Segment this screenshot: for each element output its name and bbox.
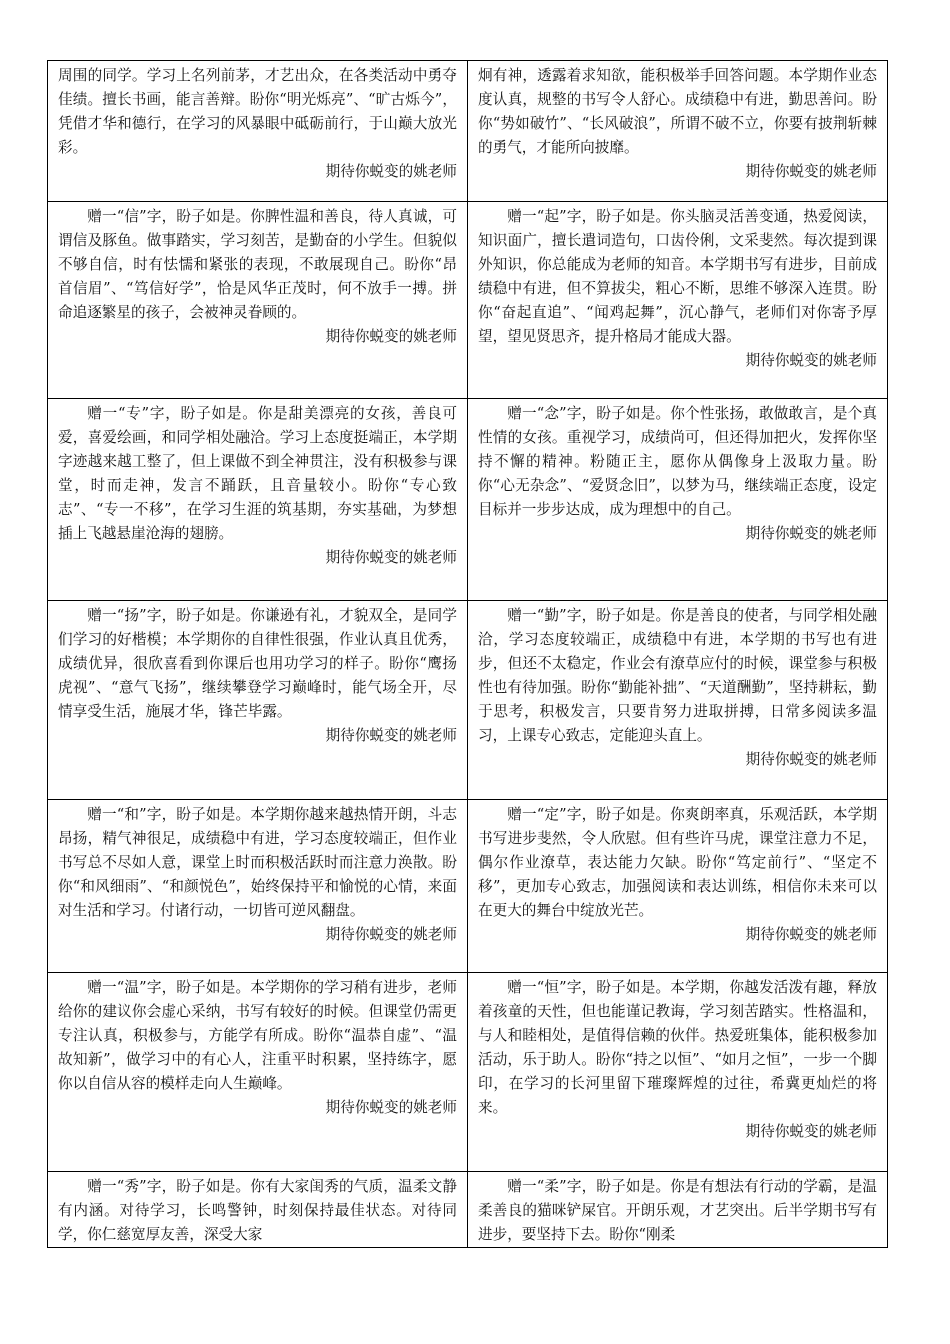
comment-cell [48, 1172, 468, 1248]
teacher-signature: 期待你蜕变的姚老师 [325, 163, 457, 180]
comment-cell [468, 61, 888, 202]
table-row [48, 202, 888, 399]
table-row [48, 601, 888, 800]
teacher-signature: 期待你蜕变的姚老师 [745, 926, 877, 943]
comment-cell [48, 800, 468, 973]
comment-text: 赠一“柔”字，盼子如是。你是有想法有行动的学霸，是温柔善良的猫咪铲屎官。开朗乐观，才艺突出。后半学期书写有进步，要坚持下去。盼你“刚柔 [478, 1178, 877, 1243]
teacher-signature: 期待你蜕变的姚老师 [325, 1099, 457, 1116]
comment-cell [468, 202, 888, 399]
teacher-signature: 期待你蜕变的姚老师 [745, 525, 877, 542]
comment-cell [48, 601, 468, 800]
comment-text: 赠一“和”字，盼子如是。本学期你越来越热情开朗，斗志昂扬，精气神很足，成绩稳中有进，学习态度较端正，但作业书写总不尽如人意，课堂上时而积极活跃时而注意力涣散。盼你“和风细雨”、“和颜悦色”，始终保持平和愉悦的心情，来面对生活和学习。付诸行动，一切皆可逆风翻盘。 [58, 806, 457, 919]
comment-cell [48, 202, 468, 399]
comment-text: 赠一“温”字，盼子如是。本学期你的学习稍有进步，老师给你的建议你会虚心采纳，书写有较好的时候。但课堂仍需更专注认真，积极参与，方能学有所成。盼你“温恭自虚”、“温故知新”，做学习中的有心人，注重平时积累，坚持练字，愿你以自信从容的模样走向人生巅峰。 [58, 979, 457, 1092]
teacher-signature: 期待你蜕变的姚老师 [325, 926, 457, 943]
teacher-signature: 期待你蜕变的姚老师 [745, 1123, 877, 1140]
comment-cell [48, 61, 468, 202]
comment-text: 赠一“起”字，盼子如是。你头脑灵活善变通，热爱阅读，知识面广，擅长遣词造句，口齿伶俐，文采斐然。每次提到课外知识，你总能成为老师的知音。本学期书写有进步，目前成绩稳中有进，但不算拔尖，粗心不断，思维不够深入连贯。盼你“奋起直追”、“闻鸡起舞”，沉心静气，老师们对你寄予厚望，望见贤思齐，提升格局才能成大器。 [478, 208, 877, 345]
comment-text: 赠一“专”字，盼子如是。你是甜美漂亮的女孩，善良可爱，喜爱绘画，和同学相处融洽。学习上态度挺端正，本学期字迹越来越工整了，但上课做不到全神贯注，没有积极参与课堂，时而走神，发言不踊跃，且音量较小。盼你“专心致志”、“专一不移”，在学习生涯的筑基期，夯实基础，为梦想插上飞越悬崖沧海的翅膀。 [58, 405, 457, 542]
teacher-signature: 期待你蜕变的姚老师 [745, 751, 877, 768]
teacher-signature: 期待你蜕变的姚老师 [745, 352, 877, 369]
comment-text: 赠一“恒”字，盼子如是。本学期，你越发活泼有趣，释放着孩童的天性，但也能谨记教诲，学习刻苦踏实。性格温和，与人和睦相处，是值得信赖的伙伴。热爱班集体，能积极参加活动，乐于助人。盼你“持之以恒”、“如月之恒”，一步一个脚印，在学习的长河里留下璀璨辉煌的过往，希冀更灿烂的将来。 [478, 979, 877, 1116]
table-row [48, 800, 888, 973]
table-row [48, 399, 888, 601]
comment-text: 赠一“扬”字，盼子如是。你谦逊有礼，才貌双全，是同学们学习的好楷模；本学期你的自律性很强，作业认真且优秀，成绩优异，很欣喜看到你课后也用功学习的样子。盼你“鹰扬虎视”、“意气飞扬”，继续攀登学习巅峰时，能气场全开，尽情享受生活，施展才华，锋芒毕露。 [58, 607, 457, 720]
comment-cell [48, 973, 468, 1172]
comment-cell [468, 601, 888, 800]
comment-sheet [47, 60, 888, 1248]
comment-cell [468, 399, 888, 601]
table-row [48, 973, 888, 1172]
comment-cell [468, 973, 888, 1172]
comment-text: 炯有神，透露着求知欲，能积极举手回答问题。本学期作业态度认真，规整的书写令人舒心。成绩稳中有进，勤思善问。盼你“势如破竹”、“长风破浪”，所谓不破不立，你要有披荆斩棘的勇气，才能所向披靡。 [478, 67, 877, 156]
comment-text: 赠一“秀”字，盼子如是。你有大家闺秀的气质，温柔文静有内涵。对待学习，长鸣警钟，时刻保持最佳状态。对待同学，你仁慈宽厚友善，深受大家 [58, 1178, 457, 1243]
table-row [48, 61, 888, 202]
comment-cell [48, 399, 468, 601]
comment-text: 周围的同学。学习上名列前茅，才艺出众，在各类活动中勇夺佳绩。擅长书画，能言善辩。盼你“明光烁亮”、“旷古烁今”，凭借才华和德行，在学习的风暴眼中砥砺前行，于山巅大放光彩。 [58, 67, 457, 156]
comment-text: 赠一“勤”字，盼子如是。你是善良的使者，与同学相处融洽，学习态度较端正，成绩稳中有进，本学期的书写也有进步，但还不太稳定，作业会有潦草应付的时候，课堂参与积极性也有待加强。盼你“勤能补拙”、“天道酬勤”，坚持耕耘，勤于思考，积极发言，只要肯努力进取拼搏，日常多阅读多温习，上课专心致志，定能迎头直上。 [478, 607, 877, 744]
teacher-signature: 期待你蜕变的姚老师 [325, 328, 457, 345]
comment-text: 赠一“信”字，盼子如是。你脾性温和善良，待人真诚，可谓信及豚鱼。做事踏实，学习刻苦，是勤奋的小学生。但貌似不够自信，时有怯懦和紧张的表现，不敢展现自己。盼你“昂首信眉”、“笃信好学”，恰是风华正茂时，何不放手一搏。拼命追逐繁星的孩子，会被神灵眷顾的。 [58, 208, 457, 321]
teacher-signature: 期待你蜕变的姚老师 [745, 163, 877, 180]
teacher-signature: 期待你蜕变的姚老师 [325, 549, 457, 566]
comment-cell [468, 1172, 888, 1248]
comments-table [47, 60, 888, 1248]
comment-text: 赠一“定”字，盼子如是。你爽朗率真，乐观活跃，本学期书写进步斐然，令人欣慰。但有些许马虎，课堂注意力不足，偶尔作业潦草，表达能力欠缺。盼你“笃定前行”、“坚定不移”，更加专心致志，加强阅读和表达训练，相信你未来可以在更大的舞台中绽放光芒。 [478, 806, 877, 919]
table-row [48, 1172, 888, 1248]
teacher-signature: 期待你蜕变的姚老师 [325, 727, 457, 744]
comment-cell [468, 800, 888, 973]
comment-text: 赠一“念”字，盼子如是。你个性张扬，敢做敢言，是个真性情的女孩。重视学习，成绩尚可，但还得加把火，发挥你坚持不懈的精神。粉随正主，愿你从偶像身上汲取力量。盼你“心无杂念”、“爱贤念旧”，以梦为马，继续端正态度，设定目标并一步步达成，成为理想中的自己。 [478, 405, 877, 518]
